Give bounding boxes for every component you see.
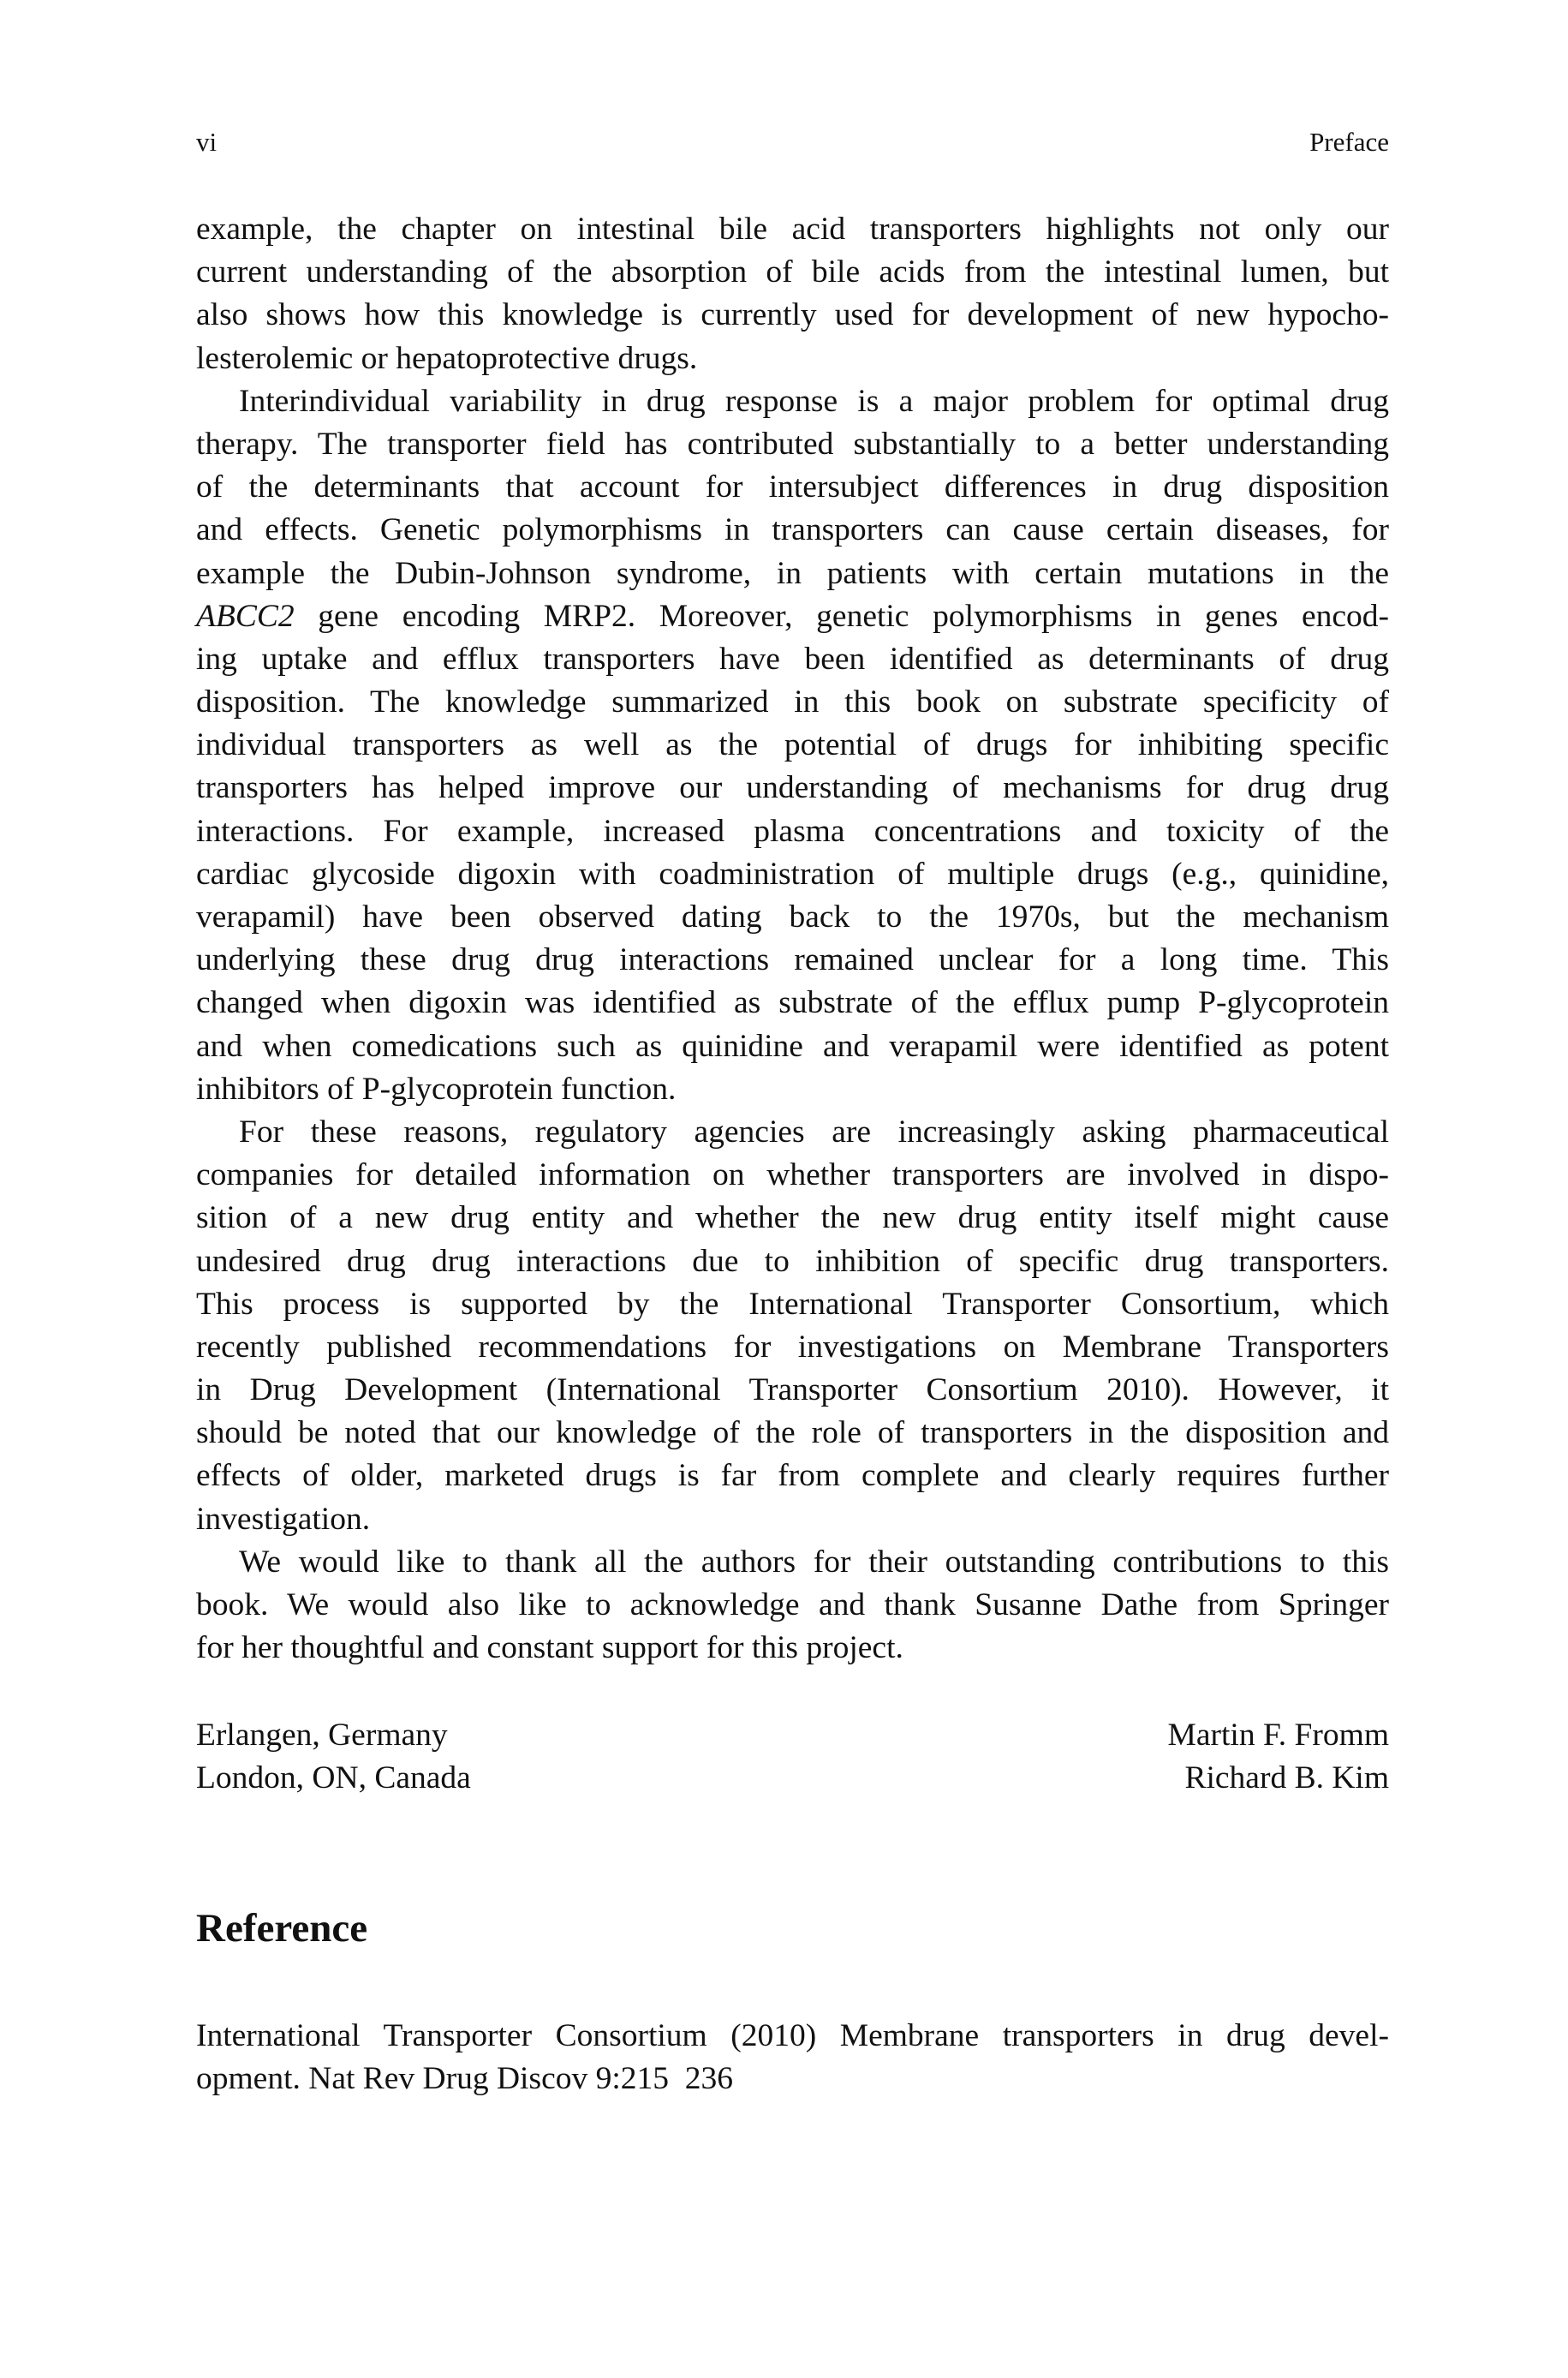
text-line [196,595,1389,638]
text-line: verapamil) have been observed dating back to the 1970s, but the mechanism [196,899,1389,935]
signature-name: Richard B. Kim [1184,1760,1389,1796]
reference-entry [196,2013,1389,2099]
text-line: undesired drug drug interactions due to inhibition of specific drug transporters. [196,1243,1389,1279]
reference-heading: Reference [196,1906,368,1951]
text-line: individual transporters as well as the potential of drugs for inhibiting specific [196,727,1389,763]
signature-place: London, ON, Canada [196,1760,471,1796]
text-line: underlying these drug drug interactions remained unclear for a long time. This [196,942,1389,978]
text-line: of the determinants that account for intersubject differences in drug disposition [196,469,1389,505]
text-line: interactions. For example, increased plasma concentrations and toxicity of the [196,813,1389,849]
signature-names [1168,1714,1389,1800]
text-line: effects of older, marketed drugs is far from complete and clearly requires further [196,1458,1389,1494]
text-line: recently published recommendations for investigations on Membrane Transporters [196,1329,1389,1365]
text-line: lesterolemic or hepatoprotective drugs. [196,340,698,376]
text-line: companies for detailed information on whether transporters are involved in dispo- [196,1157,1389,1193]
preface-body [196,208,1389,1670]
text-line: example the Dubin-Johnson syndrome, in patients with certain mutations in the [196,555,1389,591]
text-line: in Drug Development (International Transporter Consortium 2010). However, it [196,1372,1389,1408]
text-line: book. We would also like to acknowledge and thank Susanne Dathe from Springer [196,1587,1389,1622]
text-line: disposition. The knowledge summarized in this book on substrate specificity of [196,684,1389,720]
text-line: sition of a new drug entity and whether the new drug entity itself might cause [196,1200,1389,1236]
text-line: We would like to thank all the authors for their outstanding contributions to this [239,1544,1389,1580]
page-number: vi [196,127,218,157]
text-line: investigation. [196,1501,371,1537]
reference-line: International Transporter Consortium (2010) Membrane transporters in drug devel- [196,2018,1389,2053]
text-line: and effects. Genetic polymorphisms in transporters can cause certain diseases, for [196,512,1389,548]
text-line: and when comedications such as quinidine and verapamil were identified as potent [196,1028,1389,1064]
text-line: inhibitors of P-glycoprotein function. [196,1071,677,1107]
signature-place: Erlangen, Germany [196,1718,448,1753]
text-line: Interindividual variability in drug response is a major problem for optimal drug [239,383,1389,419]
text-line: example, the chapter on intestinal bile acid transporters highlights not only our [196,212,1389,247]
text-line: This process is supported by the International Transporter Consortium, which [196,1286,1389,1322]
reference-line: opment. Nat Rev Drug Discov 9:215 236 [196,2061,734,2097]
text-line: ing uptake and efflux transporters have been identified as determinants of drug [196,641,1389,677]
text-line: For these reasons, regulatory agencies are increasingly asking pharmaceutical [239,1114,1389,1150]
text-line-rest: gene encoding MRP2. Moreover, genetic polymorphisms in genes encod- [294,598,1389,634]
text-line: cardiac glycoside digoxin with coadministration of multiple drugs (e.g., quinidine, [196,856,1389,892]
text-line: also shows how this knowledge is currently used for development of new hypocho- [196,297,1389,333]
text-line: changed when digoxin was identified as substrate of the efflux pump P-glycoprotein [196,985,1389,1021]
text-line: current understanding of the absorption of bile acids from the intestinal lumen, but [196,254,1389,290]
italic-gene-name: ABCC2 [196,598,295,634]
signature-places [196,1714,471,1800]
text-line: should be noted that our knowledge of the role of transporters in the disposition and [196,1415,1389,1451]
signature-name: Martin F. Fromm [1167,1718,1389,1753]
text-line: therapy. The transporter field has contributed substantially to a better understanding [196,426,1389,462]
text-line: transporters has helped improve our understanding of mechanisms for drug drug [196,770,1389,806]
text-line: for her thoughtful and constant support for this project. [196,1630,903,1666]
running-title: Preface [1309,127,1389,157]
